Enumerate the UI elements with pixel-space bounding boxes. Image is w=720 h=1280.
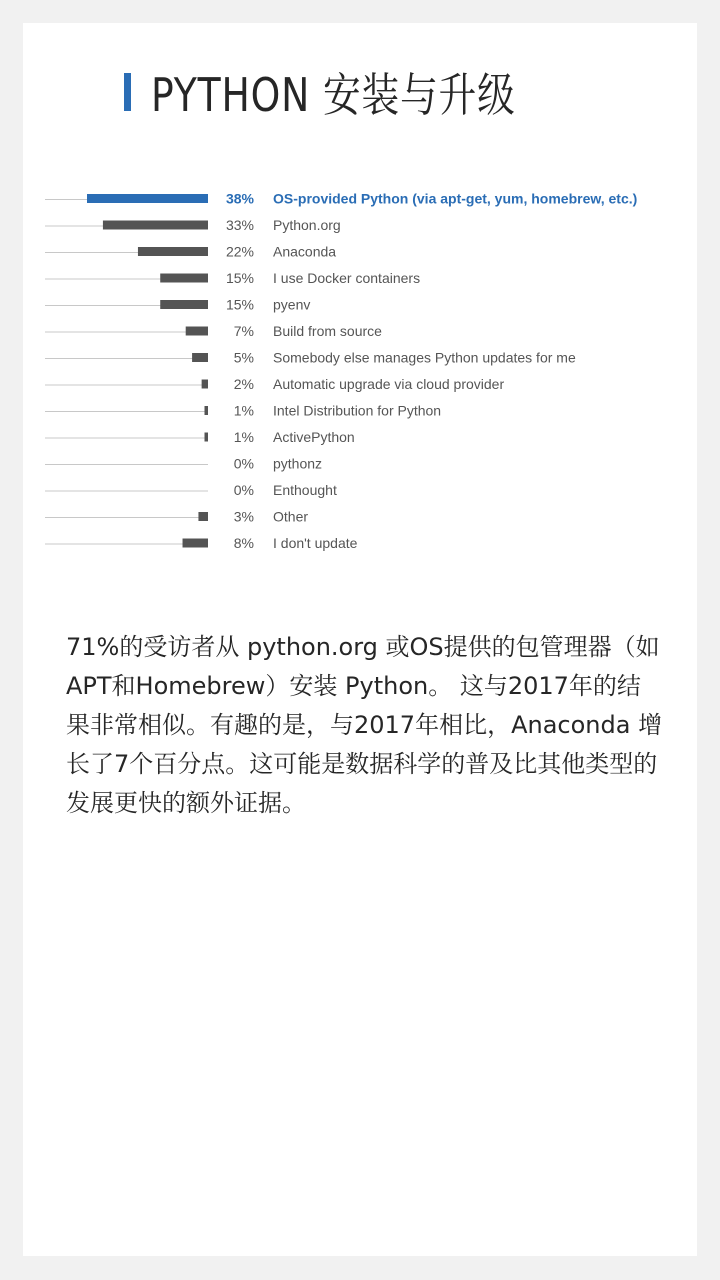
chart-row bbox=[45, 376, 504, 392]
chart-bar bbox=[183, 539, 208, 548]
chart-value-label: 33% bbox=[225, 217, 254, 233]
chart-category-label: I don't update bbox=[273, 535, 358, 551]
chart-category-label: Enthought bbox=[273, 482, 337, 498]
chart-value-label: 1% bbox=[233, 402, 254, 419]
chart-bar bbox=[103, 221, 208, 230]
chart-bar bbox=[186, 327, 208, 336]
chart-bar bbox=[192, 353, 208, 362]
title-accent-bar bbox=[124, 73, 131, 111]
chart-category-label: pythonz bbox=[273, 455, 323, 472]
chart-category-label: ActivePython bbox=[273, 429, 355, 445]
chart-bar bbox=[138, 247, 208, 256]
chart-bar bbox=[205, 433, 209, 442]
chart-row bbox=[45, 403, 441, 419]
chart-category-label: I use Docker containers bbox=[273, 270, 421, 286]
chart-bar bbox=[160, 274, 208, 283]
chart-category-label: pyenv bbox=[273, 296, 311, 313]
chart-value-label: 22% bbox=[225, 243, 254, 260]
chart-row bbox=[45, 509, 308, 525]
chart-bar bbox=[87, 194, 208, 203]
chart-row bbox=[45, 323, 382, 339]
chart-category-label: Automatic upgrade via cloud provider bbox=[273, 376, 505, 392]
chart-value-label: 7% bbox=[233, 323, 254, 339]
chart-row bbox=[45, 456, 322, 472]
chart-value-label: 1% bbox=[233, 429, 254, 445]
description-paragraph: 71%的受访者从 python.org 或OS提供的包管理器（如APT和Homebrew）安装 Python。 这与2017年的结果非常相似。有趣的是，与2017年相比，Anaconda 增长了7个百分点。这可能是数据科学的普及比其他类型的发展更快的额外证据。 bbox=[66, 633, 663, 817]
chart-row bbox=[45, 482, 337, 498]
chart-category-label: Somebody else manages Python updates for me bbox=[273, 349, 576, 366]
chart-row bbox=[45, 297, 310, 313]
page-title: PYTHON 安装与升级 bbox=[151, 68, 516, 122]
chart-value-label: 0% bbox=[233, 482, 254, 498]
chart-category-label: Python.org bbox=[273, 217, 341, 233]
chart-value-label: 8% bbox=[233, 535, 254, 551]
chart-category-label: OS-provided Python (via apt-get, yum, homebrew, etc.) bbox=[273, 190, 638, 207]
chart-value-label: 2% bbox=[233, 376, 254, 392]
header bbox=[0, 62, 720, 122]
chart-value-label: 3% bbox=[233, 508, 254, 525]
chart-category-label: Anaconda bbox=[273, 243, 337, 260]
chart-row bbox=[45, 270, 420, 286]
installation-bar-chart bbox=[0, 176, 720, 556]
chart-row bbox=[45, 244, 336, 260]
chart-row bbox=[45, 535, 358, 551]
chart-value-label: 15% bbox=[225, 296, 254, 313]
chart-value-label: 38% bbox=[225, 190, 254, 207]
chart-bar bbox=[198, 512, 208, 521]
chart-value-label: 15% bbox=[225, 270, 254, 286]
chart-row bbox=[45, 350, 576, 366]
chart-value-label: 0% bbox=[233, 455, 254, 472]
chart-category-label: Build from source bbox=[273, 323, 382, 339]
chart-value-label: 5% bbox=[233, 349, 254, 366]
chart-bar bbox=[202, 380, 208, 389]
chart-row bbox=[45, 429, 355, 445]
chart-category-label: Intel Distribution for Python bbox=[273, 402, 442, 419]
chart-bar bbox=[205, 406, 209, 415]
chart-category-label: Other bbox=[273, 508, 309, 525]
chart-row bbox=[45, 191, 637, 207]
chart-bar bbox=[160, 300, 208, 309]
chart-row bbox=[45, 217, 341, 233]
